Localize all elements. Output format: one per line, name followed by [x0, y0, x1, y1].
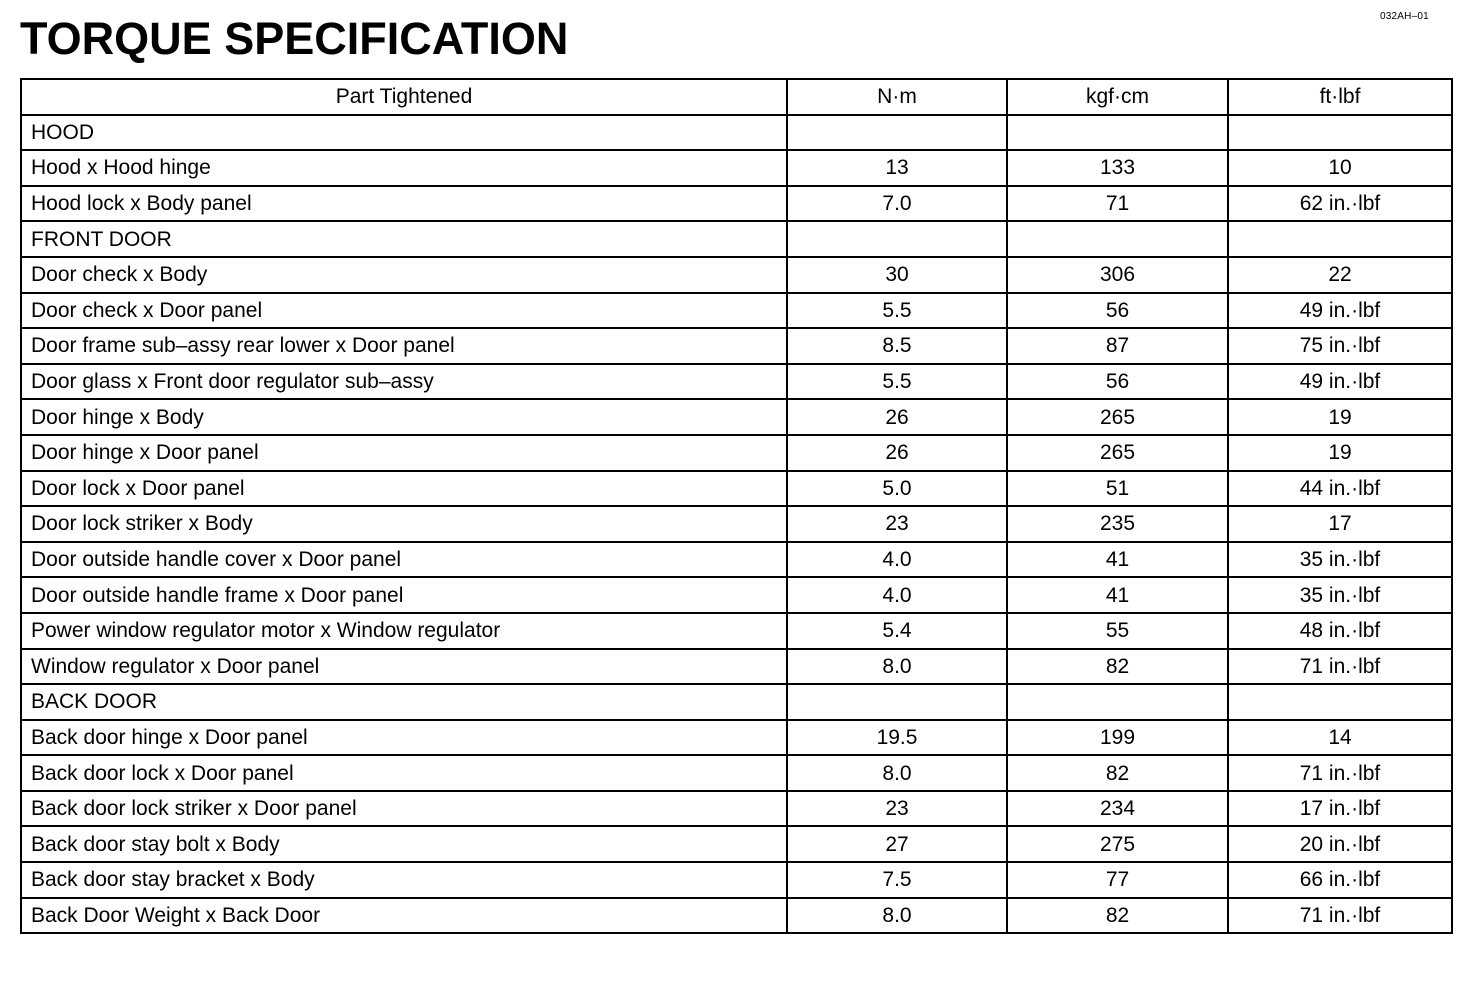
cell-nm	[787, 684, 1007, 720]
cell-kgf-cm: 234	[1007, 791, 1228, 827]
cell-part: Back door stay bolt x Body	[21, 826, 787, 862]
table-row	[21, 826, 1452, 862]
cell-ft-lbf: 17 in.·lbf	[1228, 791, 1452, 827]
table-row	[21, 186, 1452, 222]
cell-kgf-cm: 77	[1007, 862, 1228, 898]
cell-ft-lbf: 71 in.·lbf	[1228, 755, 1452, 791]
cell-ft-lbf: 48 in.·lbf	[1228, 613, 1452, 649]
cell-ft-lbf: 75 in.·lbf	[1228, 328, 1452, 364]
cell-nm: 19.5	[787, 720, 1007, 756]
cell-part: Door lock striker x Body	[21, 506, 787, 542]
cell-nm	[787, 115, 1007, 151]
section-heading: FRONT DOOR	[21, 221, 787, 257]
table-row	[21, 399, 1452, 435]
cell-part: Door outside handle cover x Door panel	[21, 542, 787, 578]
cell-kgf-cm: 82	[1007, 649, 1228, 685]
cell-kgf-cm: 71	[1007, 186, 1228, 222]
cell-nm: 8.0	[787, 755, 1007, 791]
cell-ft-lbf: 71 in.·lbf	[1228, 898, 1452, 934]
cell-ft-lbf: 19	[1228, 435, 1452, 471]
section-heading: BACK DOOR	[21, 684, 787, 720]
cell-part: Back door hinge x Door panel	[21, 720, 787, 756]
cell-ft-lbf: 19	[1228, 399, 1452, 435]
table-row	[21, 471, 1452, 507]
table-row	[21, 435, 1452, 471]
cell-part: Power window regulator motor x Window regulator	[21, 613, 787, 649]
cell-kgf-cm: 275	[1007, 826, 1228, 862]
cell-part: Hood x Hood hinge	[21, 150, 787, 186]
table-row	[21, 649, 1452, 685]
cell-ft-lbf: 49 in.·lbf	[1228, 293, 1452, 329]
cell-kgf-cm	[1007, 115, 1228, 151]
table-row	[21, 293, 1452, 329]
cell-part: Door glass x Front door regulator sub–assy	[21, 364, 787, 400]
cell-part: Back door stay bracket x Body	[21, 862, 787, 898]
cell-nm: 5.5	[787, 364, 1007, 400]
table-row	[21, 328, 1452, 364]
cell-ft-lbf: 22	[1228, 257, 1452, 293]
table-row	[21, 506, 1452, 542]
header-nm: N·m	[787, 79, 1007, 115]
cell-ft-lbf: 20 in.·lbf	[1228, 826, 1452, 862]
cell-nm: 5.0	[787, 471, 1007, 507]
table-row	[21, 542, 1452, 578]
page-title: TORQUE SPECIFICATION	[20, 13, 569, 64]
cell-part: Back Door Weight x Back Door	[21, 898, 787, 934]
cell-ft-lbf: 49 in.·lbf	[1228, 364, 1452, 400]
cell-kgf-cm: 82	[1007, 898, 1228, 934]
cell-part: Door hinge x Body	[21, 399, 787, 435]
table-body	[21, 115, 1452, 934]
cell-nm: 8.0	[787, 898, 1007, 934]
cell-nm: 7.5	[787, 862, 1007, 898]
cell-ft-lbf: 35 in.·lbf	[1228, 577, 1452, 613]
cell-part: Back door lock x Door panel	[21, 755, 787, 791]
cell-nm: 7.0	[787, 186, 1007, 222]
table-row	[21, 862, 1452, 898]
cell-part: Door hinge x Door panel	[21, 435, 787, 471]
torque-spec-table	[20, 78, 1453, 934]
table-row	[21, 150, 1452, 186]
table-row	[21, 364, 1452, 400]
cell-ft-lbf: 10	[1228, 150, 1452, 186]
cell-kgf-cm: 82	[1007, 755, 1228, 791]
table-row	[21, 720, 1452, 756]
table-row	[21, 613, 1452, 649]
table-row	[21, 577, 1452, 613]
cell-part: Hood lock x Body panel	[21, 186, 787, 222]
cell-kgf-cm	[1007, 221, 1228, 257]
cell-kgf-cm: 56	[1007, 293, 1228, 329]
cell-ft-lbf: 14	[1228, 720, 1452, 756]
cell-nm: 30	[787, 257, 1007, 293]
cell-ft-lbf: 62 in.·lbf	[1228, 186, 1452, 222]
cell-part: Window regulator x Door panel	[21, 649, 787, 685]
cell-kgf-cm: 265	[1007, 399, 1228, 435]
document-code: 032AH–01	[1380, 11, 1429, 22]
section-heading: HOOD	[21, 115, 787, 151]
cell-kgf-cm: 87	[1007, 328, 1228, 364]
cell-nm: 4.0	[787, 577, 1007, 613]
cell-ft-lbf	[1228, 684, 1452, 720]
cell-ft-lbf: 35 in.·lbf	[1228, 542, 1452, 578]
section-row	[21, 115, 1452, 151]
table-row	[21, 791, 1452, 827]
cell-part: Door check x Door panel	[21, 293, 787, 329]
table-header-row	[21, 79, 1452, 115]
cell-nm: 5.5	[787, 293, 1007, 329]
cell-ft-lbf: 71 in.·lbf	[1228, 649, 1452, 685]
cell-nm: 13	[787, 150, 1007, 186]
cell-part: Back door lock striker x Door panel	[21, 791, 787, 827]
cell-part: Door check x Body	[21, 257, 787, 293]
cell-kgf-cm: 199	[1007, 720, 1228, 756]
cell-ft-lbf	[1228, 221, 1452, 257]
cell-kgf-cm: 56	[1007, 364, 1228, 400]
cell-part: Door frame sub–assy rear lower x Door panel	[21, 328, 787, 364]
cell-ft-lbf: 66 in.·lbf	[1228, 862, 1452, 898]
cell-kgf-cm: 265	[1007, 435, 1228, 471]
cell-nm: 8.5	[787, 328, 1007, 364]
cell-kgf-cm: 235	[1007, 506, 1228, 542]
cell-kgf-cm: 133	[1007, 150, 1228, 186]
cell-kgf-cm: 55	[1007, 613, 1228, 649]
cell-nm: 8.0	[787, 649, 1007, 685]
cell-kgf-cm: 41	[1007, 577, 1228, 613]
cell-nm: 5.4	[787, 613, 1007, 649]
cell-kgf-cm	[1007, 684, 1228, 720]
cell-nm: 26	[787, 435, 1007, 471]
section-row	[21, 221, 1452, 257]
cell-nm: 27	[787, 826, 1007, 862]
cell-ft-lbf: 17	[1228, 506, 1452, 542]
cell-ft-lbf	[1228, 115, 1452, 151]
cell-kgf-cm: 51	[1007, 471, 1228, 507]
cell-kgf-cm: 306	[1007, 257, 1228, 293]
cell-ft-lbf: 44 in.·lbf	[1228, 471, 1452, 507]
section-row	[21, 684, 1452, 720]
header-kgf-cm: kgf·cm	[1007, 79, 1228, 115]
cell-part: Door lock x Door panel	[21, 471, 787, 507]
table-row	[21, 755, 1452, 791]
cell-nm	[787, 221, 1007, 257]
cell-nm: 26	[787, 399, 1007, 435]
header-part-tightened: Part Tightened	[21, 79, 787, 115]
cell-nm: 4.0	[787, 542, 1007, 578]
header-ft-lbf: ft·lbf	[1228, 79, 1452, 115]
cell-nm: 23	[787, 506, 1007, 542]
cell-kgf-cm: 41	[1007, 542, 1228, 578]
table-row	[21, 898, 1452, 934]
table-row	[21, 257, 1452, 293]
cell-nm: 23	[787, 791, 1007, 827]
cell-part: Door outside handle frame x Door panel	[21, 577, 787, 613]
